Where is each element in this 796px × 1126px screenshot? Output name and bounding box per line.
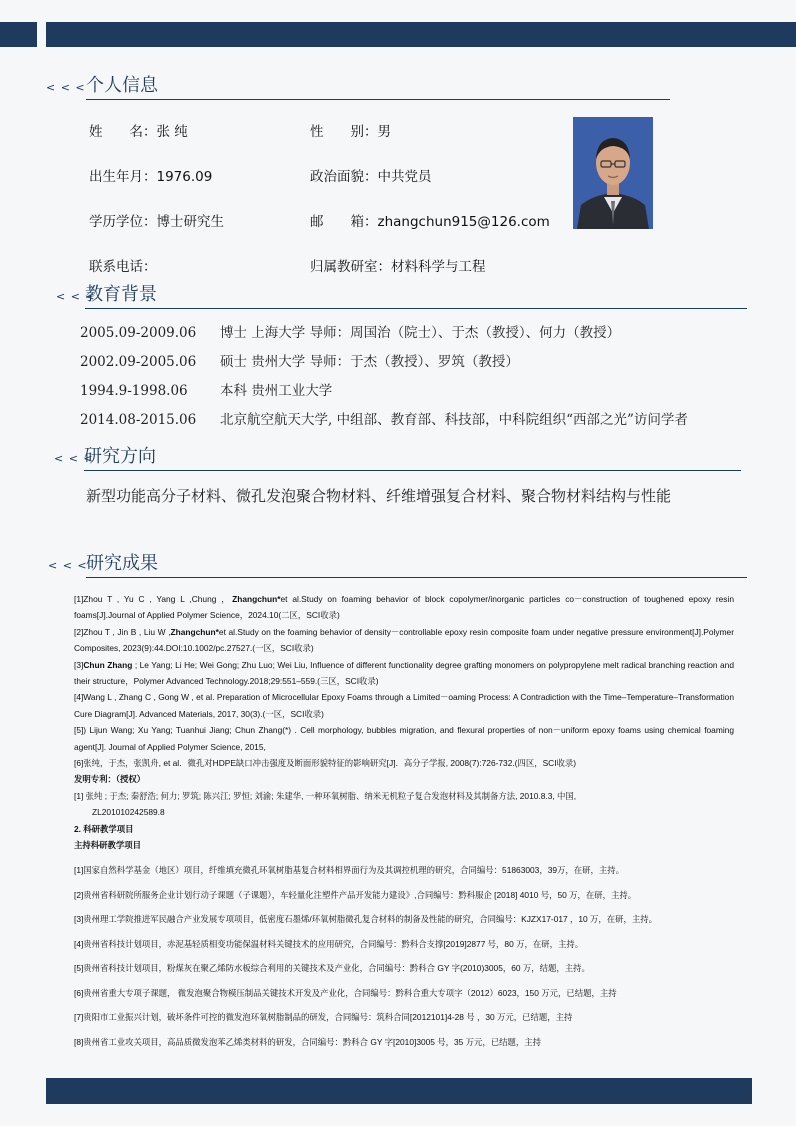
education-item [80, 321, 620, 341]
education-desc: 北京航空航天大学, 中组部、教育部、科技部，中科院组织“西部之光”访问学者 [220, 412, 688, 428]
paper-author: Chun Zhang [83, 659, 133, 670]
paper-item [74, 624, 734, 657]
project-item: [1]国家自然科学基金（地区）项目，纤维填充微孔环氧树脂基复合材料相界面行为及其调控机理的研究，合同编号：51863003，39万，在研，主持。 [74, 865, 625, 875]
paper-text: ; Le Yang; Li He; Wei Gong; Zhu Luo; Wei Liu, Influence of different functionality degree grafting monomers on polypropylene melt radical branching reaction and their structure，Polymer Advanced Technology.2018;29:551–559.(三区，SCI收录) [74, 659, 734, 687]
paper-text: [2]Zhou T , Jin B , Liu W , [74, 626, 171, 637]
paper-text: [5]) Lijun Wang; Xu Yang; Tuanhui Jiang; Chun Zhang(*) . Cell morphology, bubbles migration, and flexural properties of non－uniform epoxy foams using chemical foaming agent[J]. Journal of Applied Polymer Science, 2015, [74, 725, 734, 752]
education-date: 2005.09-2009.06 [80, 325, 197, 341]
dept-row [310, 255, 486, 275]
project-item: [5]贵州省科技计划项目，粉煤灰在聚乙烯防水板综合利用的关键技术及产业化，合同编号：黔科合 GY 字(2010)3005，60 万，结题，主持。 [74, 963, 590, 973]
section-education-header [56, 279, 748, 309]
paper-text: [1]Zhou T , Yu C , Yang L ,Chung ， [74, 594, 233, 604]
section-personal-header [46, 70, 626, 100]
paper-text: et al.Study on foaming behavior of block copolymer/inorganic particles co－construction of toughened epoxy resin foams[J].Journal of Applied Polymer Science，2024.10(二区，SCI收录) [74, 594, 734, 621]
paper-item [74, 591, 734, 624]
education-item [80, 379, 332, 399]
project-item: [7]贵阳市工业振兴计划，破坏条件可控的微发泡环氧树脂制品的研发，合同编号：筑科合同[2012101]4-28 号 ，30 万元，已结题，主持 [74, 1012, 573, 1022]
results-content [74, 591, 734, 1050]
project-item: [3]贵州理工学院推进军民融合产业发展专项项目，低密度石墨烯/环氧树脂微孔复合材料的制备及性能的研究，合同编号：KJZX17-017 ，10 万，在研，主持。 [74, 914, 658, 924]
footer-bar [46, 1078, 752, 1104]
patent-number: ZL201010242589.8 [92, 807, 165, 818]
header-bar-left [0, 22, 37, 47]
section-title-results: 研究成果 [86, 553, 158, 574]
project-item: [8]贵州省工业攻关项目，高品质微发泡苯乙烯类材料的研发，合同编号：黔科合 GY 字[2010]3005 号，35 万元，已结题，主持 [74, 1036, 542, 1047]
patent-heading-text: 发明专利：（授权） [74, 774, 146, 785]
section-arrows-icon: < < < [56, 290, 96, 303]
section-results-header [48, 548, 748, 578]
teaching-heading [74, 821, 734, 837]
education-item [80, 350, 519, 370]
gender-label: 性 别： [310, 124, 378, 140]
degree-row [89, 210, 224, 230]
politics-row [310, 165, 432, 185]
section-rule [85, 308, 747, 309]
paper-item [74, 755, 734, 771]
email-row [310, 210, 550, 230]
paper-text: [6]张纯，于杰，张凯舟, et al．微孔对HDPE缺口冲击强度及断面形貌特征的影响研究[J]．高分子学报, 2008(7):726-732.(四区，SCI收录) [74, 758, 577, 769]
education-date: 2002.09-2005.06 [80, 354, 197, 370]
header-bar [46, 22, 796, 47]
section-title-personal: 个人信息 [86, 75, 158, 96]
section-rule [84, 470, 741, 471]
project-item: [4]贵州省科技计划项目，赤泥基轻质相变功能保温材料关键技术的应用研究，合同编号：黔科合支撑[2019]2877 号，80 万，在研，主持。 [74, 938, 584, 949]
profile-photo [573, 117, 653, 229]
paper-item [74, 657, 734, 690]
name-value: 张 纯 [156, 124, 188, 140]
person-portrait-icon [573, 117, 653, 229]
paper-text: [4]Wang L , Zhang C , Gong W , et al. Preparation of Microcellular Epoxy Foams through a Limited－oaming Process: A Contradiction with the Time–Temperature–Transformation Cure Diagram[J]. Advanced Materials, 2017, 30(3).(一区，SCI收录) [74, 692, 734, 719]
patent-item: [1] 张纯 ; 于杰; 秦舒浩; 何力; 罗筑; 陈兴江; 罗恒; 刘渝; 朱建华, 一种环氧树脂、纳米无机粒子复合发泡材料及其制备方法, 2010.8.3, 中国, [74, 790, 577, 801]
project-item: [6]贵州省重大专项子课题， 微发泡聚合物模压制品关键技术开发及产业化，合同编号：黔科合重大专项字（2012）6023，150 万元，已结题，主持 [74, 987, 617, 998]
section-rule [86, 577, 747, 578]
teaching-heading-text: 2. 科研教学项目 [74, 823, 134, 834]
research-text: 新型功能高分子材料、微孔发泡聚合物材料、纤维增强复合材料、聚合物材料结构与性能 [86, 487, 672, 505]
section-arrows-icon: < < < [46, 81, 86, 94]
teaching-subheading-text: 主持科研教学项目 [74, 840, 141, 851]
politics-value: 中共党员 [377, 169, 432, 185]
phone-row [89, 255, 157, 275]
politics-label: 政治面貌： [310, 169, 378, 185]
paper-text: [3] [74, 659, 84, 670]
degree-value: 博士研究生 [156, 214, 224, 230]
education-desc: 博士 上海大学 导师：周国治（院士）、于杰（教授）、何力（教授） [220, 325, 621, 341]
patent-heading [74, 771, 734, 787]
education-item [80, 408, 688, 428]
name-row [89, 120, 188, 140]
email-value[interactable]: zhangchun915@126.com [377, 214, 550, 230]
project-item: [2]贵州省科研院所服务企业计划行动子课题（子课题），车轻量化注塑件产品开发能力建设》,合同编号：黔科服企 [2018] 4010 号，50 万，在研，主持。 [74, 889, 637, 900]
section-title-education: 教育背景 [85, 284, 157, 305]
section-rule [86, 99, 670, 100]
section-research-header [54, 441, 742, 471]
birth-label: 出生年月： [89, 169, 157, 185]
degree-label: 学历学位： [89, 214, 157, 230]
education-date: 1994.9-1998.06 [80, 383, 188, 399]
phone-label: 联系电话： [89, 259, 157, 275]
education-date: 2014.08-2015.06 [80, 412, 197, 428]
dept-label: 归属教研室： [310, 259, 391, 275]
education-desc: 本科 贵州工业大学 [220, 383, 333, 399]
paper-item [74, 689, 734, 722]
paper-item [74, 722, 734, 755]
paper-author: Zhangchun* [232, 594, 281, 604]
paper-text: et al.Study on the foaming behavior of density－controllable epoxy resin composite foam under negative pressure environment[J].Polymer Composites, 2023(9):44.DOI:10.1002/pc.27527.(一区，SCI收录) [74, 626, 734, 654]
teaching-subheading [74, 837, 734, 853]
name-label: 姓 名： [89, 124, 157, 140]
email-label: 邮 箱： [310, 214, 378, 230]
paper-author: Zhangchun* [170, 626, 219, 637]
birth-row [89, 165, 212, 185]
gender-row [310, 120, 391, 140]
dept-value: 材料科学与工程 [391, 259, 486, 275]
gender-value: 男 [377, 124, 391, 140]
birth-value: 1976.09 [156, 169, 213, 185]
section-arrows-icon: < < < [54, 452, 94, 465]
section-arrows-icon: < < < [48, 559, 88, 572]
education-desc: 硕士 贵州大学 导师：于杰（教授）、罗筑（教授） [220, 354, 519, 370]
section-title-research: 研究方向 [84, 446, 156, 467]
